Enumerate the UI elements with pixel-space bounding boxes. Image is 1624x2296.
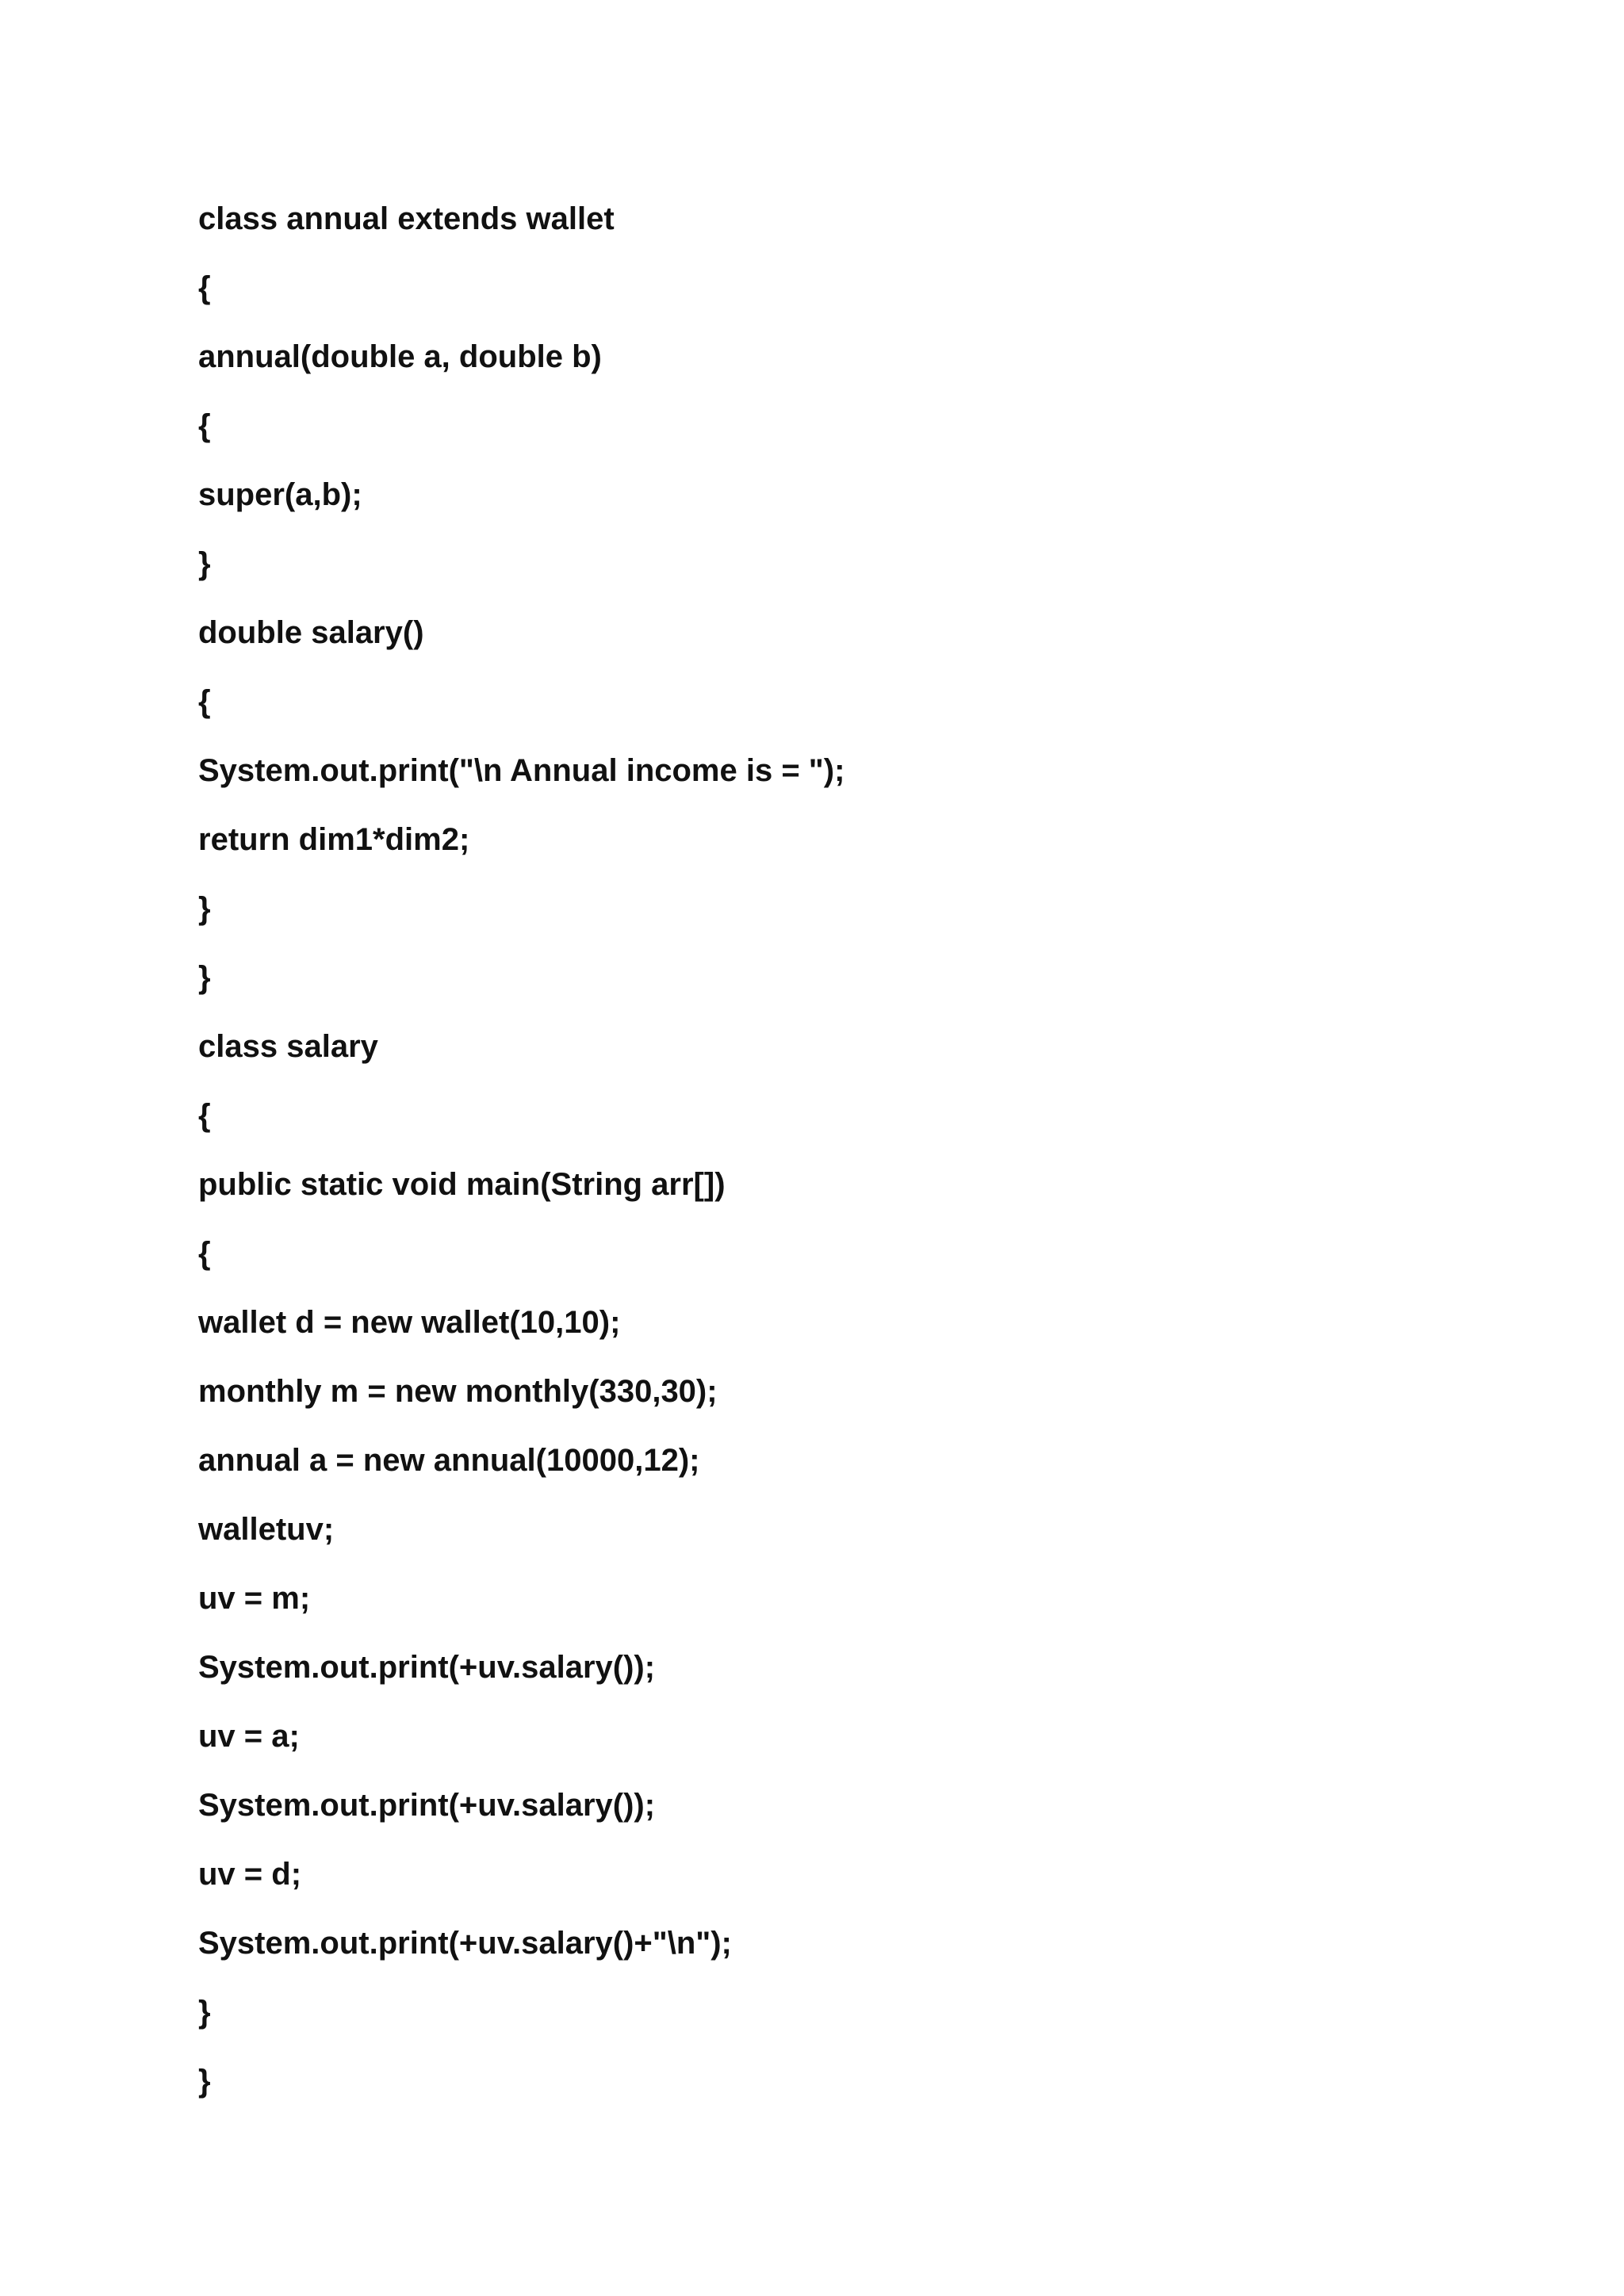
code-line: wallet d = new wallet(10,10); <box>198 1305 621 1340</box>
code-line: walletuv; <box>198 1512 335 1547</box>
code-line: } <box>198 891 211 926</box>
code-line: System.out.print(+uv.salary()+"\n"); <box>198 1926 732 1961</box>
code-line: class annual extends wallet <box>198 201 615 236</box>
code-line: } <box>198 2064 211 2099</box>
code-line: { <box>198 1098 211 1133</box>
code-line: uv = d; <box>198 1857 302 1892</box>
code-line: { <box>198 1236 211 1271</box>
code-listing <box>198 194 845 2126</box>
code-line: { <box>198 270 211 305</box>
code-line: System.out.print(+uv.salary()); <box>198 1788 656 1823</box>
code-line: } <box>198 960 211 995</box>
code-line: class salary <box>198 1029 378 1064</box>
code-line: monthly m = new monthly(330,30); <box>198 1374 718 1409</box>
code-line: } <box>198 546 211 581</box>
code-line: super(a,b); <box>198 477 362 512</box>
code-line: { <box>198 408 211 443</box>
code-line: annual(double a, double b) <box>198 339 602 374</box>
code-line: System.out.print("\n Annual income is = "); <box>198 753 845 788</box>
code-line: uv = m; <box>198 1581 311 1616</box>
code-line: uv = a; <box>198 1719 300 1754</box>
code-line: System.out.print(+uv.salary()); <box>198 1650 656 1685</box>
code-line: { <box>198 684 211 719</box>
code-line: annual a = new annual(10000,12); <box>198 1443 700 1478</box>
code-line: return dim1*dim2; <box>198 822 470 857</box>
code-line: } <box>198 1995 211 2030</box>
code-line: double salary() <box>198 615 424 650</box>
code-line: public static void main(String arr[]) <box>198 1167 726 1202</box>
